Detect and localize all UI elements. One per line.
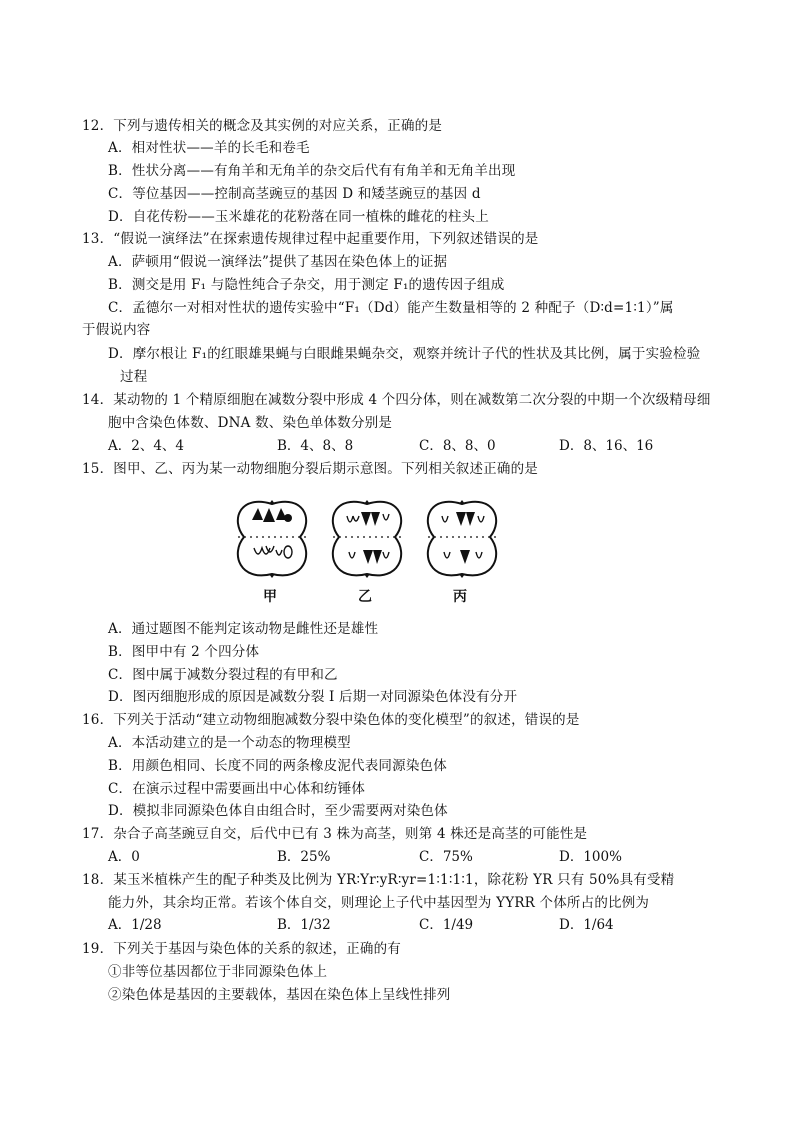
cell-jia — [238, 500, 306, 578]
q17-option-d: D．100% — [559, 849, 622, 865]
figure-label-yi: 乙 — [358, 589, 372, 605]
figure-label-jia: 甲 — [263, 589, 277, 605]
figure-label-bing: 丙 — [453, 589, 467, 605]
q13-option-c-continued: 于假说内容 — [82, 322, 151, 338]
q15-option-a: A．通过题图不能判定该动物是雌性还是雄性 — [108, 621, 379, 637]
q17-option-a: A．0 — [108, 849, 140, 865]
q13-stem: 13．“假说一演绎法”在探索遗传规律过程中起重要作用，下列叙述错误的是 — [82, 231, 539, 247]
q17-option-c: C．75% — [419, 849, 473, 865]
q15-option-c: C．图中属于减数分裂过程的有甲和乙 — [108, 667, 338, 683]
q19-statement-1: ①非等位基因都位于非同源染色体上 — [108, 964, 328, 980]
q13-option-d: D．摩尔根让 F₁的红眼雄果蝇与白眼雌果蝇杂交，观察并统计子代的性状及其比例，属于实验检验 — [108, 346, 701, 362]
q18-option-b: B．1/32 — [277, 917, 331, 933]
q13-option-b: B．测交是用 F₁ 与隐性纯合子杂交，用于测定 F₁的遗传因子组成 — [108, 277, 505, 293]
q12-option-a: A．相对性状——羊的长毛和卷毛 — [108, 140, 310, 156]
q12-option-c: C．等位基因——控制高茎豌豆的基因 D 和矮茎豌豆的基因 d — [108, 186, 481, 202]
cell-bing — [428, 500, 496, 578]
q15-option-d: D．图丙细胞形成的原因是减数分裂 I 后期一对同源染色体没有分开 — [108, 689, 518, 705]
q13-option-d-continued: 过程 — [120, 369, 148, 385]
q14-stem: 14．某动物的 1 个精原细胞在减数分裂中形成 4 个四分体，则在减数第二次分裂的中期一个次级精母细 — [82, 392, 711, 408]
cell-division-figure — [230, 482, 530, 607]
q14-option-c: C．8、8、0 — [419, 438, 496, 454]
q16-option-d: D．模拟非同源染色体自由组合时，至少需要两对染色体 — [108, 803, 448, 819]
q16-option-b: B．用颜色相同、长度不同的两条橡皮泥代表同源染色体 — [108, 758, 447, 774]
q17-stem: 17．杂合子高茎豌豆自交，后代中已有 3 株为高茎，则第 4 株还是高茎的可能性是 — [82, 826, 588, 842]
q15-stem: 15．图甲、乙、丙为某一动物细胞分裂后期示意图。下列相关叙述正确的是 — [82, 461, 538, 477]
q15-option-b: B．图甲中有 2 个四分体 — [108, 644, 260, 660]
q14-option-a: A．2、4、4 — [108, 438, 185, 454]
q14-stem-continued: 胞中含染色体数、DNA 数、染色单体数分别是 — [108, 415, 393, 431]
q19-statement-2: ②染色体是基因的主要载体，基因在染色体上呈线性排列 — [108, 987, 451, 1003]
q12-option-d: D．自花传粉——玉米雄花的花粉落在同一植株的雌花的柱头上 — [108, 209, 489, 225]
q19-stem: 19．下列关于基因与染色体的关系的叙述，正确的有 — [82, 941, 401, 957]
q18-stem-continued: 能力外，其余均正常。若该个体自交，则理论上子代中基因型为 YYRR 个体所占的比例为 — [108, 895, 650, 911]
q14-option-d: D．8、16、16 — [559, 438, 654, 454]
q13-option-c: C．孟德尔一对相对性状的遗传实验中“F₁（Dd）能产生数量相等的 2 种配子（D∶d=1∶1）”属 — [108, 300, 674, 316]
q12-stem: 12．下列与遗传相关的概念及其实例的对应关系，正确的是 — [82, 118, 443, 134]
q12-option-b: B．性状分离——有角羊和无角羊的杂交后代有有角羊和无角羊出现 — [108, 163, 516, 179]
q18-option-a: A．1/28 — [108, 917, 162, 933]
cell-yi — [333, 500, 401, 578]
q16-option-a: A．本活动建立的是一个动态的物理模型 — [108, 735, 351, 751]
q16-stem: 16．下列关于活动“建立动物细胞减数分裂中染色体的变化模型”的叙述，错误的是 — [82, 712, 580, 728]
q18-stem: 18．某玉米植株产生的配子种类及比例为 YR∶Yr∶yR∶yr=1∶1∶1∶1，除花粉 YR 只有 50%具有受精 — [82, 872, 675, 888]
q13-option-a: A．萨顿用“假说一演绎法”提供了基因在染色体上的证据 — [108, 254, 448, 270]
q16-option-c: C．在演示过程中需要画出中心体和纺锤体 — [108, 781, 366, 797]
q18-option-c: C．1/49 — [419, 917, 474, 933]
q14-option-b: B．4、8、8 — [277, 438, 354, 454]
q18-option-d: D．1/64 — [559, 917, 614, 933]
q17-option-b: B．25% — [277, 849, 331, 865]
